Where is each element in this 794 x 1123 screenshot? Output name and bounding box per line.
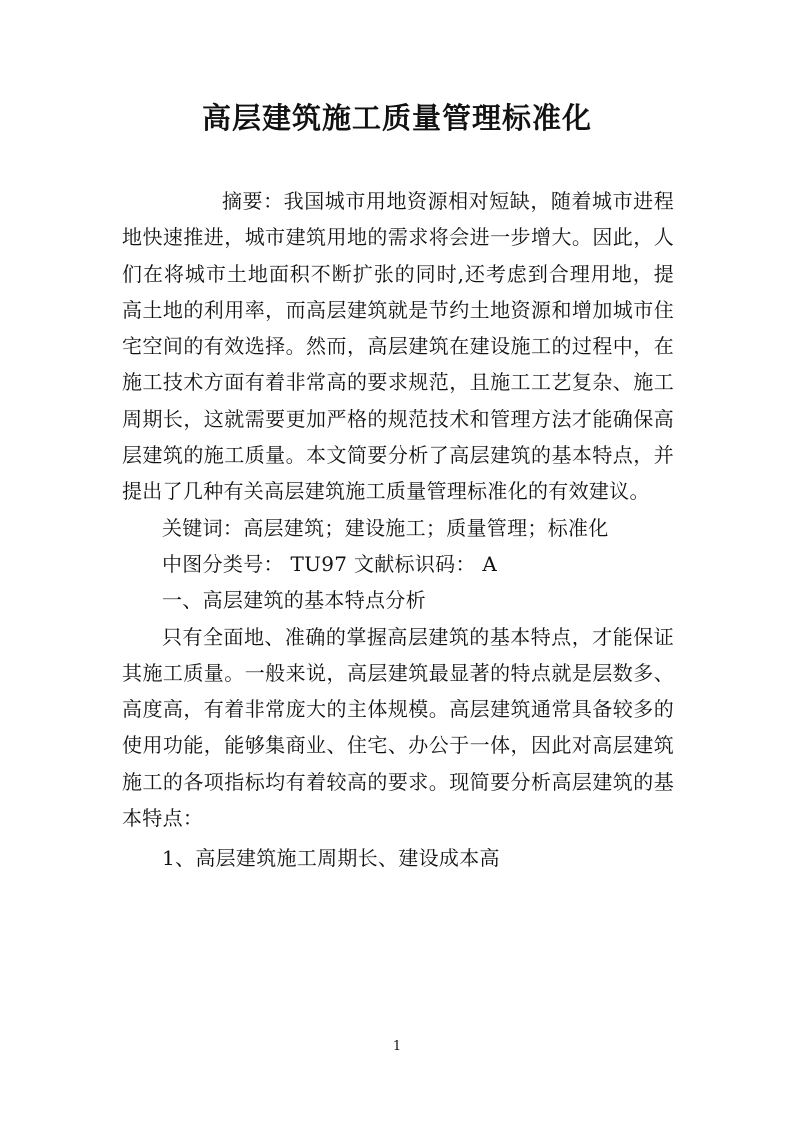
document-body — [122, 183, 674, 877]
page-number: 1 — [392, 1039, 402, 1054]
section-paragraph: 只有全面地、准确的掌握高层建筑的基本特点，才能保证其施工质量。一般来说，高层建筑最显著的特点就是层数多、高度高，有着非常庞大的主体规模。高层建筑通常具备较多的使用功能，能够集商业、住宅、办公于一体，因此对高层建筑施工的各项指标均有着较高的要求。现简要分析高层建筑的基本特点： — [122, 624, 674, 831]
keywords-line: 关键词：高层建筑；建设施工；质量管理；标准化 — [162, 515, 609, 540]
abstract-paragraph: 摘要：我国城市用地资源相对短缺，随着城市进程地快速推进，城市建筑用地的需求将会进一步增大。因此，人们在将城市土地面积不断扩张的同时,还考虑到合理用地，提高土地的利用率，而高层建筑就是节约土地资源和增加城市住宅空间的有效选择。然而，高层建筑在建设施工的过程中，在施工技术方面有着非常高的要求规范，且施工工艺复杂、施工周期长，这就需要更加严格的规范技术和管理方法才能确保高层建筑的施工质量。本文简要分析了高层建筑的基本特点，并提出了几种有关高层建筑施工质量管理标准化的有效建议。 — [122, 189, 674, 504]
document-title: 高层建筑施工质量管理标准化 — [201, 101, 592, 135]
subsection-heading: 1、高层建筑施工周期长、建设成本高 — [162, 846, 500, 871]
classification-line: 中图分类号： TU97 文献标识码： A — [162, 551, 498, 576]
section-heading: 一、高层建筑的基本特点分析 — [162, 588, 426, 613]
